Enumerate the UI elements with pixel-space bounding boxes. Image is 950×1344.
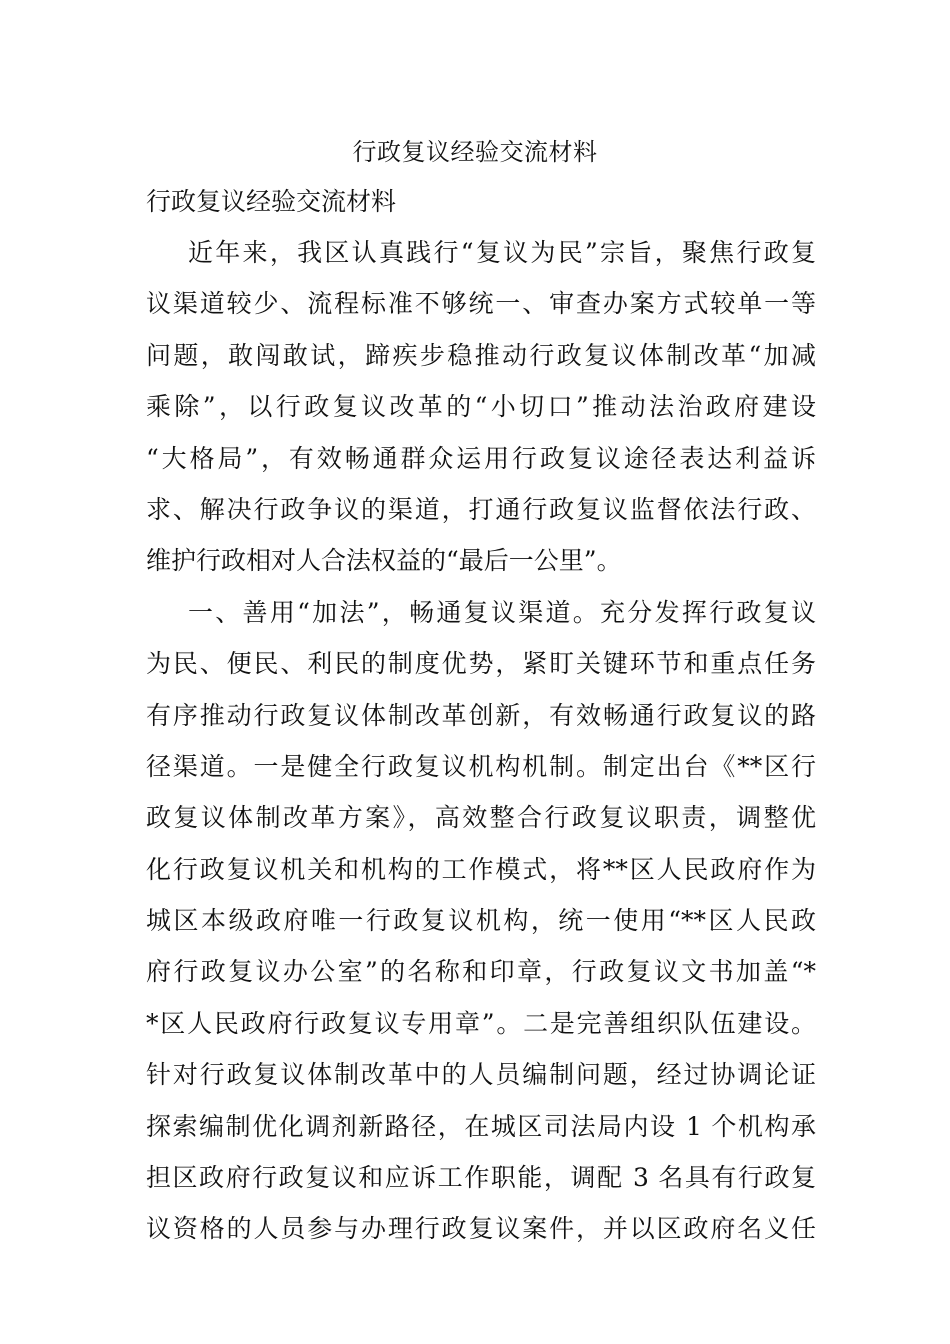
paragraph-line: *区人民政府行政复议专用章”。二是完善组织队伍建设。 [146,1008,816,1038]
paragraph-line: 问题，敢闯敢试，蹄疾步稳推动行政复议体制改革“加减 [146,340,816,370]
paragraph-line: 维护行政相对人合法权益的“最后一公里”。 [146,546,622,576]
paragraph-line: 近年来，我区认真践行“复议为民”宗旨，聚焦行政复 [188,238,816,267]
paragraph-line: 为民、便民、利民的制度优势，紧盯关键环节和重点任务 [146,649,816,679]
paragraph-line: 议资格的人员参与办理行政复议案件，并以区政府名义任 [146,1214,816,1244]
document-subtitle: 行政复议经验交流材料 [146,187,397,216]
paragraph-line: 有序推动行政复议体制改革创新，有效畅通行政复议的路 [146,700,816,730]
paragraph-line: 求、解决行政争议的渠道，打通行政复议监督依法行政、 [146,494,816,524]
document-title: 行政复议经验交流材料 [352,138,598,166]
paragraph-line: “大格局”，有效畅通群众运用行政复议途径表达利益诉 [146,443,816,473]
paragraph-line: 议渠道较少、流程标准不够统一、审查办案方式较单一等 [146,289,816,319]
paragraph-line: 一、善用“加法”，畅通复议渠道。充分发挥行政复议 [188,597,816,627]
paragraph-line: 担区政府行政复议和应诉工作职能，调配 3 名具有行政复 [146,1163,816,1193]
paragraph-line: 化行政复议机关和机构的工作模式，将**区人民政府作为 [146,854,816,884]
paragraph-line: 径渠道。一是健全行政复议机构机制。制定出台《**区行 [146,751,816,781]
document-body [146,227,816,1255]
paragraph-line: 城区本级政府唯一行政复议机构，统一使用“**区人民政 [146,906,816,936]
paragraph-line: 府行政复议办公室”的名称和印章，行政复议文书加盖“* [146,957,816,987]
paragraph-line: 乘除”，以行政复议改革的“小切口”推动法治政府建设 [146,392,816,422]
paragraph-line: 针对行政复议体制改革中的人员编制问题，经过协调论证 [146,1060,816,1090]
paragraph-line: 政复议体制改革方案》，高效整合行政复议职责，调整优 [146,803,816,833]
paragraph-line: 探索编制优化调剂新路径，在城区司法局内设 1 个机构承 [146,1111,816,1141]
